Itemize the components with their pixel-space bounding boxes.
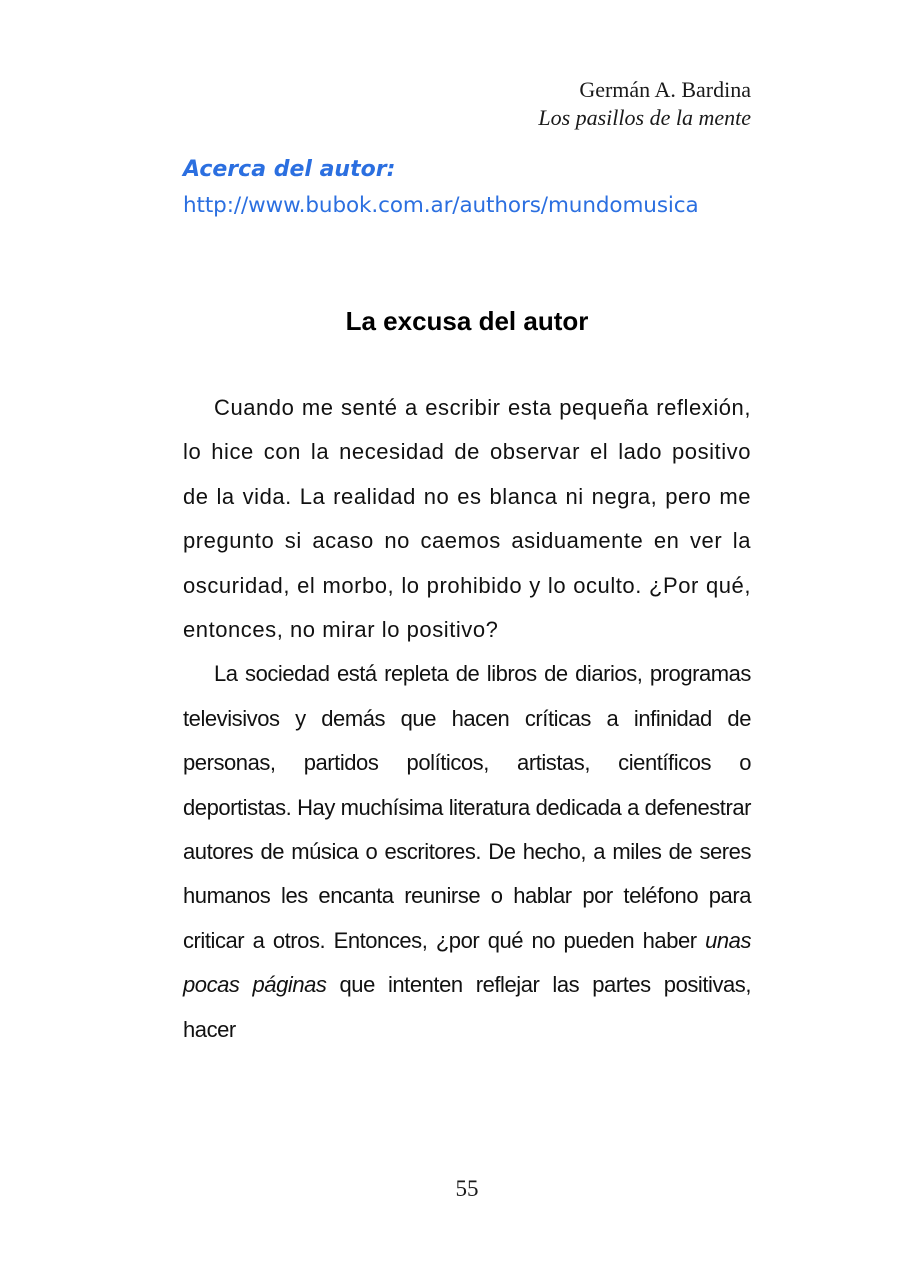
author-url-link[interactable]: http://www.bubok.com.ar/authors/mundomusica (183, 193, 699, 218)
header-author: Germán A. Bardina (579, 77, 751, 102)
page-number: 55 (455, 1176, 479, 1201)
about-author-section (183, 153, 763, 225)
paragraph-2 (183, 652, 751, 1052)
paragraph-1: Cuando me senté a escribir esta pequeña reflexión, lo hice con la necesidad de observar el lado positivo de la vida. La realidad no es blanca ni negra, pero me pregunto si acaso no caemos asiduamente en ver la oscuridad, el morbo, lo prohibido y lo oculto. ¿Por qué, entonces, no mirar lo positivo? (183, 395, 751, 643)
running-header (538, 76, 751, 132)
about-author-label: Acerca del autor: (183, 157, 396, 182)
chapter-title: La excusa del autor (345, 306, 589, 336)
body-text (183, 386, 751, 1052)
paragraph-2-end: que intenten reflejar las partes positivas, hacer (183, 972, 751, 1042)
paragraph-2-italic: unas pocas páginas (183, 927, 751, 998)
paragraph-2-start: La sociedad está repleta de libros de diarios, programas televisivos y demás que hacen críticas a infinidad de personas, partidos políticos, artistas, científicos o deportistas. Hay muchísima literatura dedicada a defenestrar autores de música o escritores. De hecho, a miles de seres humanos les encanta reunirse o hablar por teléfono para criticar a otros. Entonces, ¿por qué no pueden haber (183, 661, 751, 953)
header-book-title: Los pasillos de la mente (538, 105, 751, 130)
